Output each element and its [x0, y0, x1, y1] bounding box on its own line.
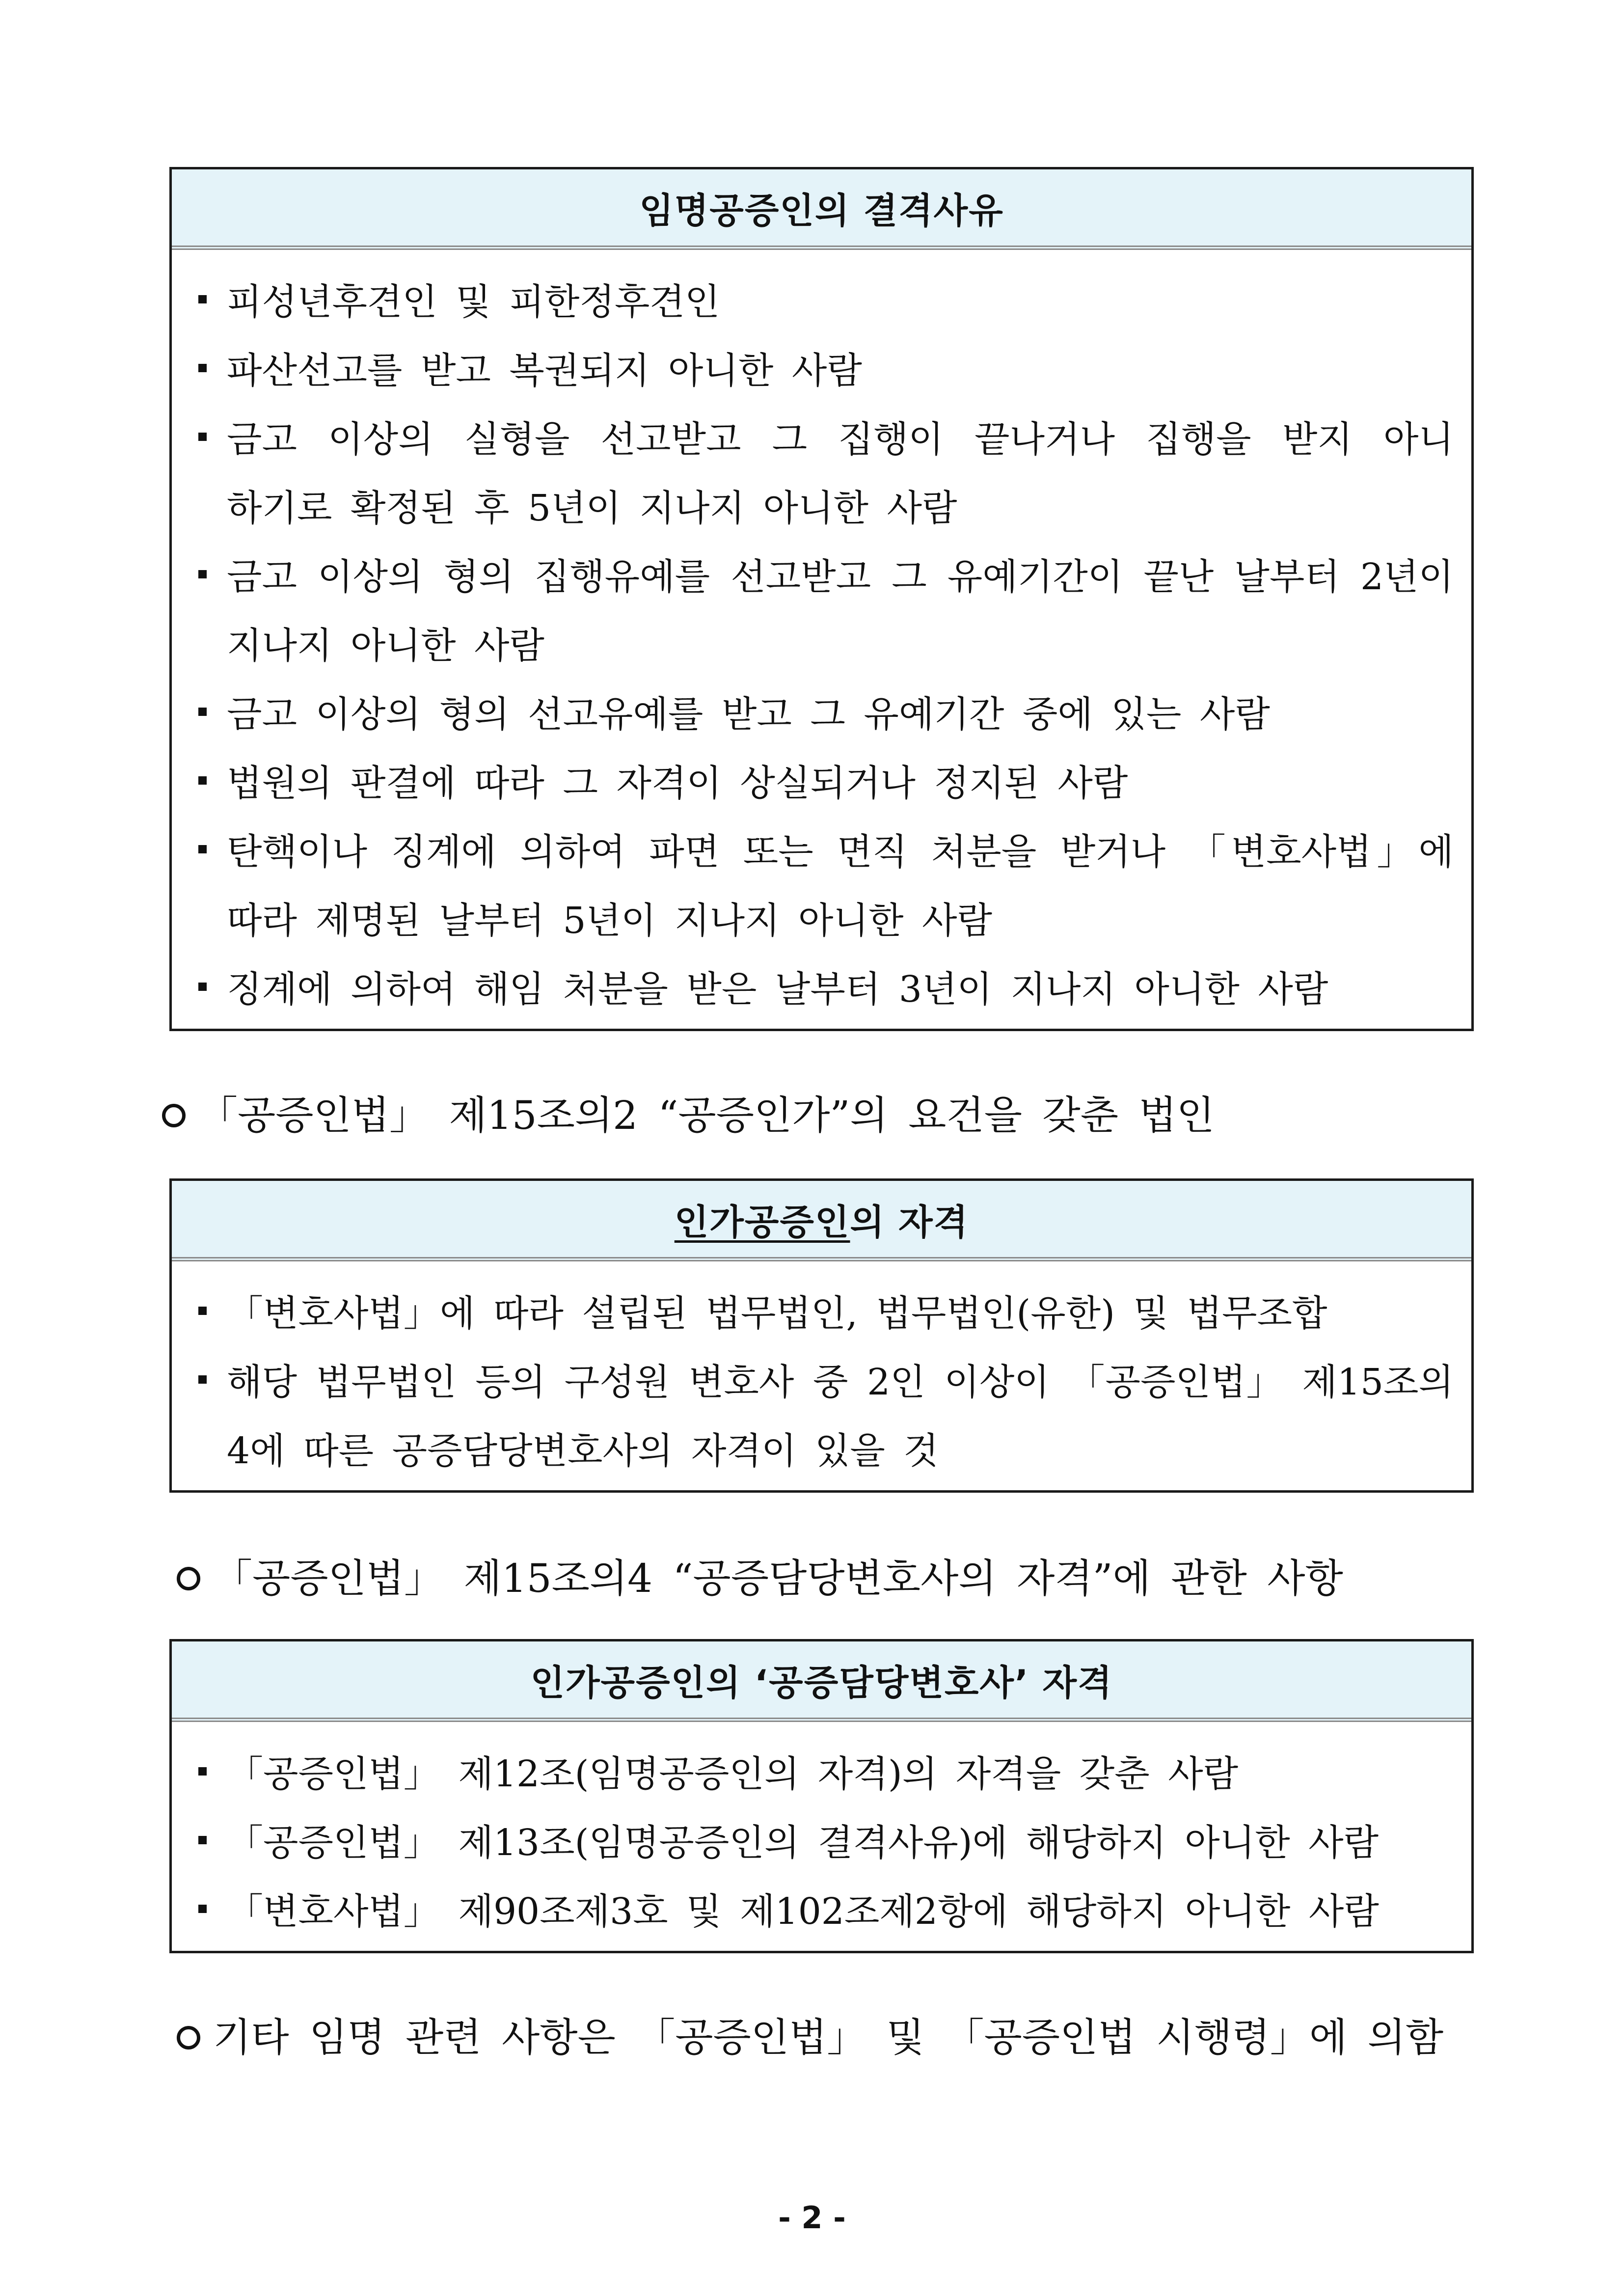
- notary-lawyer-qualification-box: [169, 1639, 1474, 1953]
- square-bullet-icon: [198, 364, 207, 372]
- list-item: 법원의 판결에 따라 그 자격이 상실되거나 정지된 사람: [195, 749, 1454, 818]
- square-bullet-icon: [198, 708, 207, 716]
- list-item: 해당 법무법인 등의 구성원 변호사 중 2인 이상이 「공증인법」 제15조의: [195, 1348, 1454, 1417]
- disqualification-box: [169, 167, 1474, 1031]
- square-bullet-icon: [198, 295, 207, 303]
- square-bullet-icon: [198, 1836, 207, 1844]
- list-item-continuation: 하기로 확정된 후 5년이 지나지 아니한 사람: [227, 487, 957, 529]
- circle-bullet-icon: [177, 2026, 200, 2050]
- box-body: [172, 250, 1471, 1029]
- list-item: 「공증인법」 제13조(임명공증인의 결격사유)에 해당하지 아니한 사람: [195, 1808, 1454, 1877]
- list-item: 탄핵이나 징계에 의하여 파면 또는 면직 처분을 받거나 「변호사법」에: [195, 818, 1454, 886]
- certification-qualification-box: [169, 1178, 1474, 1493]
- page-number: - 2 -: [778, 2200, 846, 2236]
- list-item-continuation: 지나지 아니한 사람: [227, 625, 544, 667]
- box-body: [172, 1722, 1471, 1951]
- square-bullet-icon: [198, 776, 207, 785]
- box-body: [172, 1261, 1471, 1490]
- box-title: 임명공증인의 결격사유: [172, 169, 1471, 250]
- list-item: 피성년후견인 및 피한정후견인: [195, 268, 1454, 336]
- list-item: 금고 이상의 형의 집행유예를 선고받고 그 유예기간이 끝난 날부터 2년이: [195, 543, 1454, 611]
- square-bullet-icon: [198, 1307, 207, 1315]
- circle-bullet-icon: [162, 1104, 186, 1127]
- box-title: 인가공증인 의 자격: [172, 1181, 1471, 1261]
- list-item-continuation: 따라 제명된 날부터 5년이 지나지 아니한 사람: [227, 900, 992, 942]
- square-bullet-icon: [198, 1375, 207, 1384]
- square-bullet-icon: [198, 1905, 207, 1913]
- list-item: 「변호사법」 제90조제3호 및 제102조제2항에 해당하지 아니한 사람: [195, 1877, 1454, 1946]
- list-item: 금고 이상의 형의 선고유예를 받고 그 유예기간 중에 있는 사람: [195, 680, 1454, 749]
- box-title: 인가공증인의 ‘공증담당변호사’ 자격: [172, 1641, 1471, 1722]
- square-bullet-icon: [198, 1767, 207, 1776]
- square-bullet-icon: [198, 983, 207, 991]
- square-bullet-icon: [198, 433, 207, 441]
- square-bullet-icon: [198, 570, 207, 578]
- section-paragraph: 「공증인법」 제15조의2 “공증인가”의 요건을 갖춘 법인: [162, 1091, 1215, 1140]
- list-item: 파산선고를 받고 복권되지 아니한 사람: [195, 336, 1454, 405]
- section-paragraph: 「공증인법」 제15조의4 “공증담당변호사의 자격”에 관한 사항: [177, 1554, 1343, 1603]
- circle-bullet-icon: [177, 1567, 200, 1590]
- section-paragraph: 기타 임명 관련 사항은 「공증인법」 및 「공증인법 시행령」에 의함: [177, 2013, 1443, 2062]
- list-item-continuation: 4에 따른 공증담당변호사의 자격이 있을 것: [227, 1430, 939, 1472]
- list-item: 금고 이상의 실형을 선고받고 그 집행이 끝나거나 집행을 받지 아니: [195, 405, 1454, 474]
- list-item: 「변호사법」에 따라 설립된 법무법인, 법무법인(유한) 및 법무조합: [195, 1279, 1454, 1348]
- list-item: 징계에 의하여 해임 처분을 받은 날부터 3년이 지나지 아니한 사람: [195, 955, 1454, 1024]
- list-item: 「공증인법」 제12조(임명공증인의 자격)의 자격을 갖춘 사람: [195, 1740, 1454, 1808]
- square-bullet-icon: [198, 845, 207, 853]
